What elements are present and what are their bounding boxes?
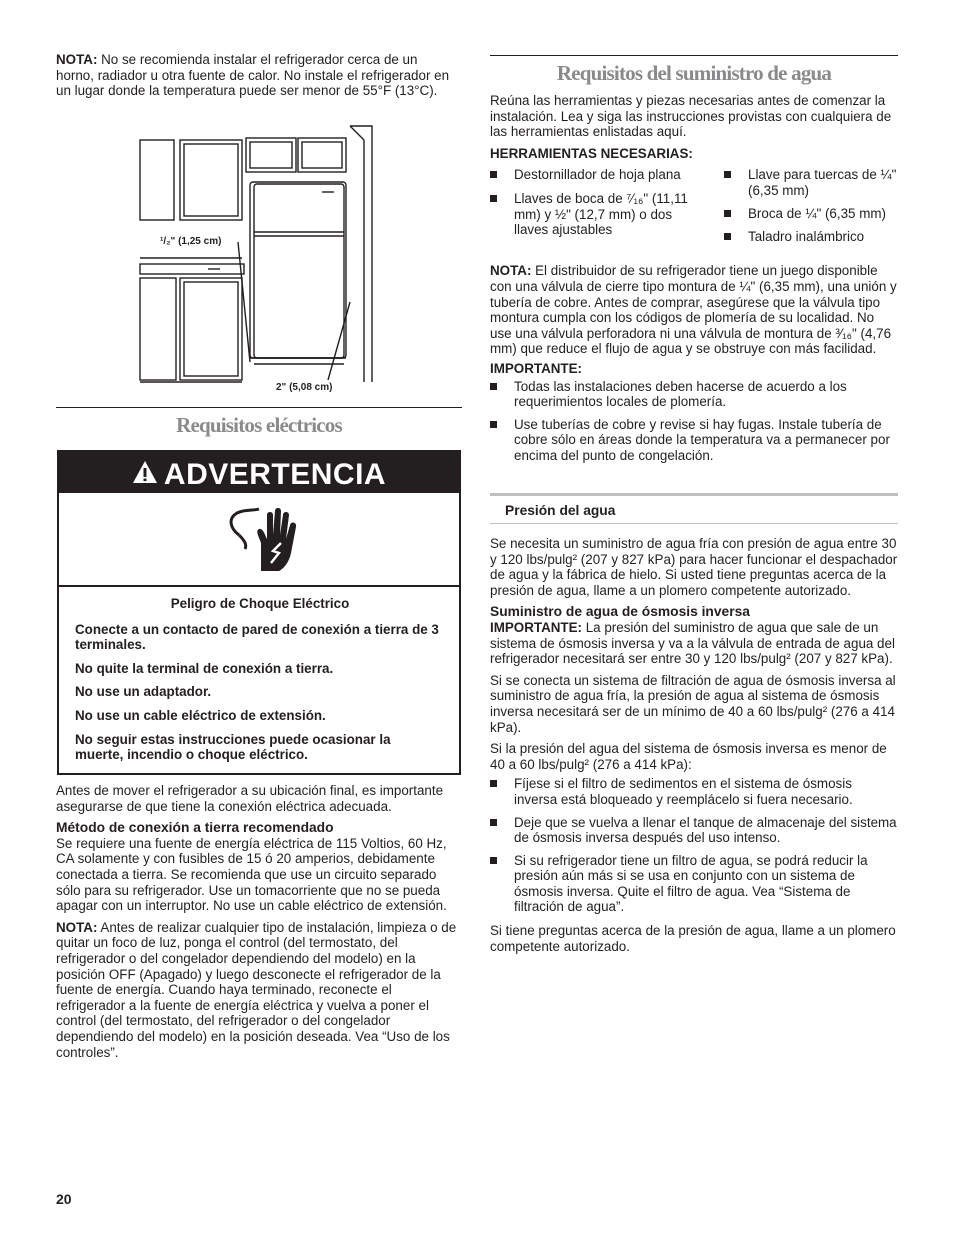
list-item: Deje que se vuelva a llenar el tanque de almacenaje del sistema de ósmosis inversa después del uso intenso.	[490, 815, 898, 846]
list-item: Broca de ¼" (6,35 mm)	[724, 206, 898, 222]
warning-line: Conecte a un contacto de pared de conexión a tierra de 3 terminales.	[75, 621, 439, 653]
pressure-body	[490, 536, 898, 954]
nota2-text: Antes de realizar cualquier tipo de instalación, limpieza o de quitar un foco de luz, ponga el control (del termostato, del refrigerador o del congelador dependiendo del modelo) en la posición OFF (Apagado) y luego desconecte el refrigerador de la fuente de energía. Cuando haya terminado, reconecte el refrigerador a la fuente de energía eléctrica y vuelva a poner el control (del termostato, del refrigerador o del congelador dependiendo del modelo) en la posición deseada. Vea “Uso de los controles”.	[56, 919, 457, 1060]
divider	[56, 407, 462, 408]
water-heading: Requisitos del suministro de agua	[556, 61, 832, 85]
hazard-title: Peligro de Choque Eléctrico	[170, 596, 350, 611]
warning-icon-area	[59, 493, 459, 587]
ro-list	[490, 776, 898, 915]
ro-importante-label: IMPORTANTE:	[490, 619, 582, 635]
page-number: 20	[56, 1191, 72, 1207]
divider	[490, 55, 898, 56]
electrical-heading: Requisitos eléctricos	[176, 413, 342, 437]
left-nota	[56, 52, 456, 99]
list-item: Taladro inalámbrico	[724, 229, 898, 245]
ro-importante-text: La presión del suministro de agua que sale de un sistema de ósmosis inversa y va a la válvula de entrada de agua del refrigerador necesitará ser entre 30 y 120 lbs/pulg² (207 y 827 kPa).	[490, 619, 895, 667]
tools-heading: HERRAMIENTAS NECESARIAS:	[490, 145, 693, 161]
right-body	[490, 93, 898, 464]
importante-heading: IMPORTANTE:	[490, 360, 582, 376]
tools-list-1	[490, 167, 700, 237]
ro-heading: Suministro de agua de ósmosis inversa	[490, 604, 750, 620]
nota-text: No se recomienda instalar el refrigerador cerca de un horno, radiador u otra fuente de calor. No instale el refrigerador en un lugar donde la temperatura puede ser menor de 55°F (13°C).	[56, 52, 450, 99]
water-intro: Reúna las herramientas y piezas necesarias antes de comenzar la instalación. Lea y siga las instrucciones provistas con cualquiera de las herramientas enlistadas aquí.	[490, 93, 892, 140]
tools-list-2	[724, 167, 898, 244]
nota2-label: NOTA:	[56, 919, 98, 935]
grounding-text: Se requiere una fuente de energía eléctrica de 115 Voltios, 60 Hz, CA solamente y con fusibles de 15 ó 20 amperios, debidamente conectada a tierra. Se recomienda que use un circuito separado sólo para su refrigerador. Use un tomacorriente que no se pueda apagar con un interruptor. No use un cable eléctrico de extensión.	[56, 835, 447, 914]
left-body	[56, 783, 462, 1060]
grounding-heading: Método de conexión a tierra recomendado	[56, 820, 334, 836]
warning-line: No use un cable eléctrico de extensión.	[75, 707, 326, 723]
importante-list	[490, 379, 898, 464]
list-item: Si su refrigerador tiene un filtro de agua, se podrá reducir la presión aún más si se usa en conjunto con un sistema de ósmosis inversa. Quite el filtro de agua. Vea “Sistema de filtración de agua”.	[490, 853, 898, 915]
electric-shock-hand-icon	[219, 501, 303, 579]
closing-text: Si tiene preguntas acerca de la presión de agua, llame a un plomero competente autorizado.	[490, 923, 896, 954]
warning-text	[75, 596, 445, 771]
section-bar	[490, 493, 898, 496]
warning-line: No use un adaptador.	[75, 684, 212, 700]
gap-label-bottom: 2" (5,08 cm)	[276, 382, 333, 393]
pressure-text: Se necesita un suministro de agua fría con presión de agua entre 30 y 120 lbs/pulg² (207 y 827 kPa) para hacer funcionar el despachador de agua y la fábrica de hielo. Si usted tiene preguntas acerca de la presión de agua, llame a un plomero competente autorizado.	[490, 536, 898, 598]
list-item: Llaves de boca de ⁷⁄₁₆" (11,11 mm) y ½" (12,7 mm) o dos llaves ajustables	[490, 191, 700, 238]
list-item: Todas las instalaciones deben hacerse de acuerdo a los requerimientos locales de plomería.	[490, 379, 898, 410]
warning-line: No seguir estas instrucciones puede ocasionar la muerte, incendio o choque eléctrico.	[75, 731, 391, 763]
warning-title: ADVERTENCIA	[163, 458, 387, 492]
ro-low-text: Si la presión del agua del sistema de ósmosis inversa es menor de 40 a 60 lbs/pulg² (276 a 414 kPa):	[490, 741, 887, 772]
nota-text: El distribuidor de su refrigerador tiene un juego disponible con una válvula de cierre tipo montura de ¼" (6,35 mm), una unión y tubería de cobre. Antes de comprar, asegúrese que la válvula tipo montura cumpla con los códigos de plomería de su localidad. No use una válvula perforadora ni una válvula de montura de ³⁄₁₆" (4,76 mm) que reduce el flujo de agua y se obstruye con más facilidad.	[490, 263, 897, 357]
warning-box	[57, 450, 461, 775]
warning-title-bar	[59, 452, 459, 493]
list-item: Fíjese si el filtro de sedimentos en el sistema de ósmosis inversa está bloqueado y reemplácelo si fuera necesario.	[490, 776, 898, 807]
list-item: Use tuberías de cobre y revise si hay fugas. Instale tubería de cobre sólo en áreas donde la temperatura va a permanecer por encima del punto de congelación.	[490, 417, 898, 464]
tools-lists	[490, 167, 898, 263]
nota-label: NOTA:	[490, 263, 532, 279]
warning-triangle-icon	[132, 453, 158, 497]
pressure-heading: Presión del agua	[505, 503, 616, 518]
divider	[490, 523, 898, 524]
before-moving-text: Antes de mover el refrigerador a su ubicación final, es importante asegurarse de que tiene la conexión eléctrica adecuada.	[56, 783, 444, 814]
ro-filter-text: Si se conecta un sistema de filtración de agua de ósmosis inversa al suministro de agua fría, la presión de agua al sistema de ósmosis inversa necesitará ser de un mínimo de 40 a 60 lbs/pulg² (276 a 414 kPa).	[490, 672, 896, 735]
list-item: Llave para tuercas de ¼" (6,35 mm)	[724, 167, 898, 198]
warning-line: No quite la terminal de conexión a tierra.	[75, 660, 334, 676]
nota-label: NOTA:	[56, 52, 98, 67]
refrigerator-installation-figure	[138, 122, 378, 394]
list-item: Destornillador de hoja plana	[490, 167, 700, 183]
gap-label-top: ¹/₂" (1,25 cm)	[160, 236, 222, 247]
